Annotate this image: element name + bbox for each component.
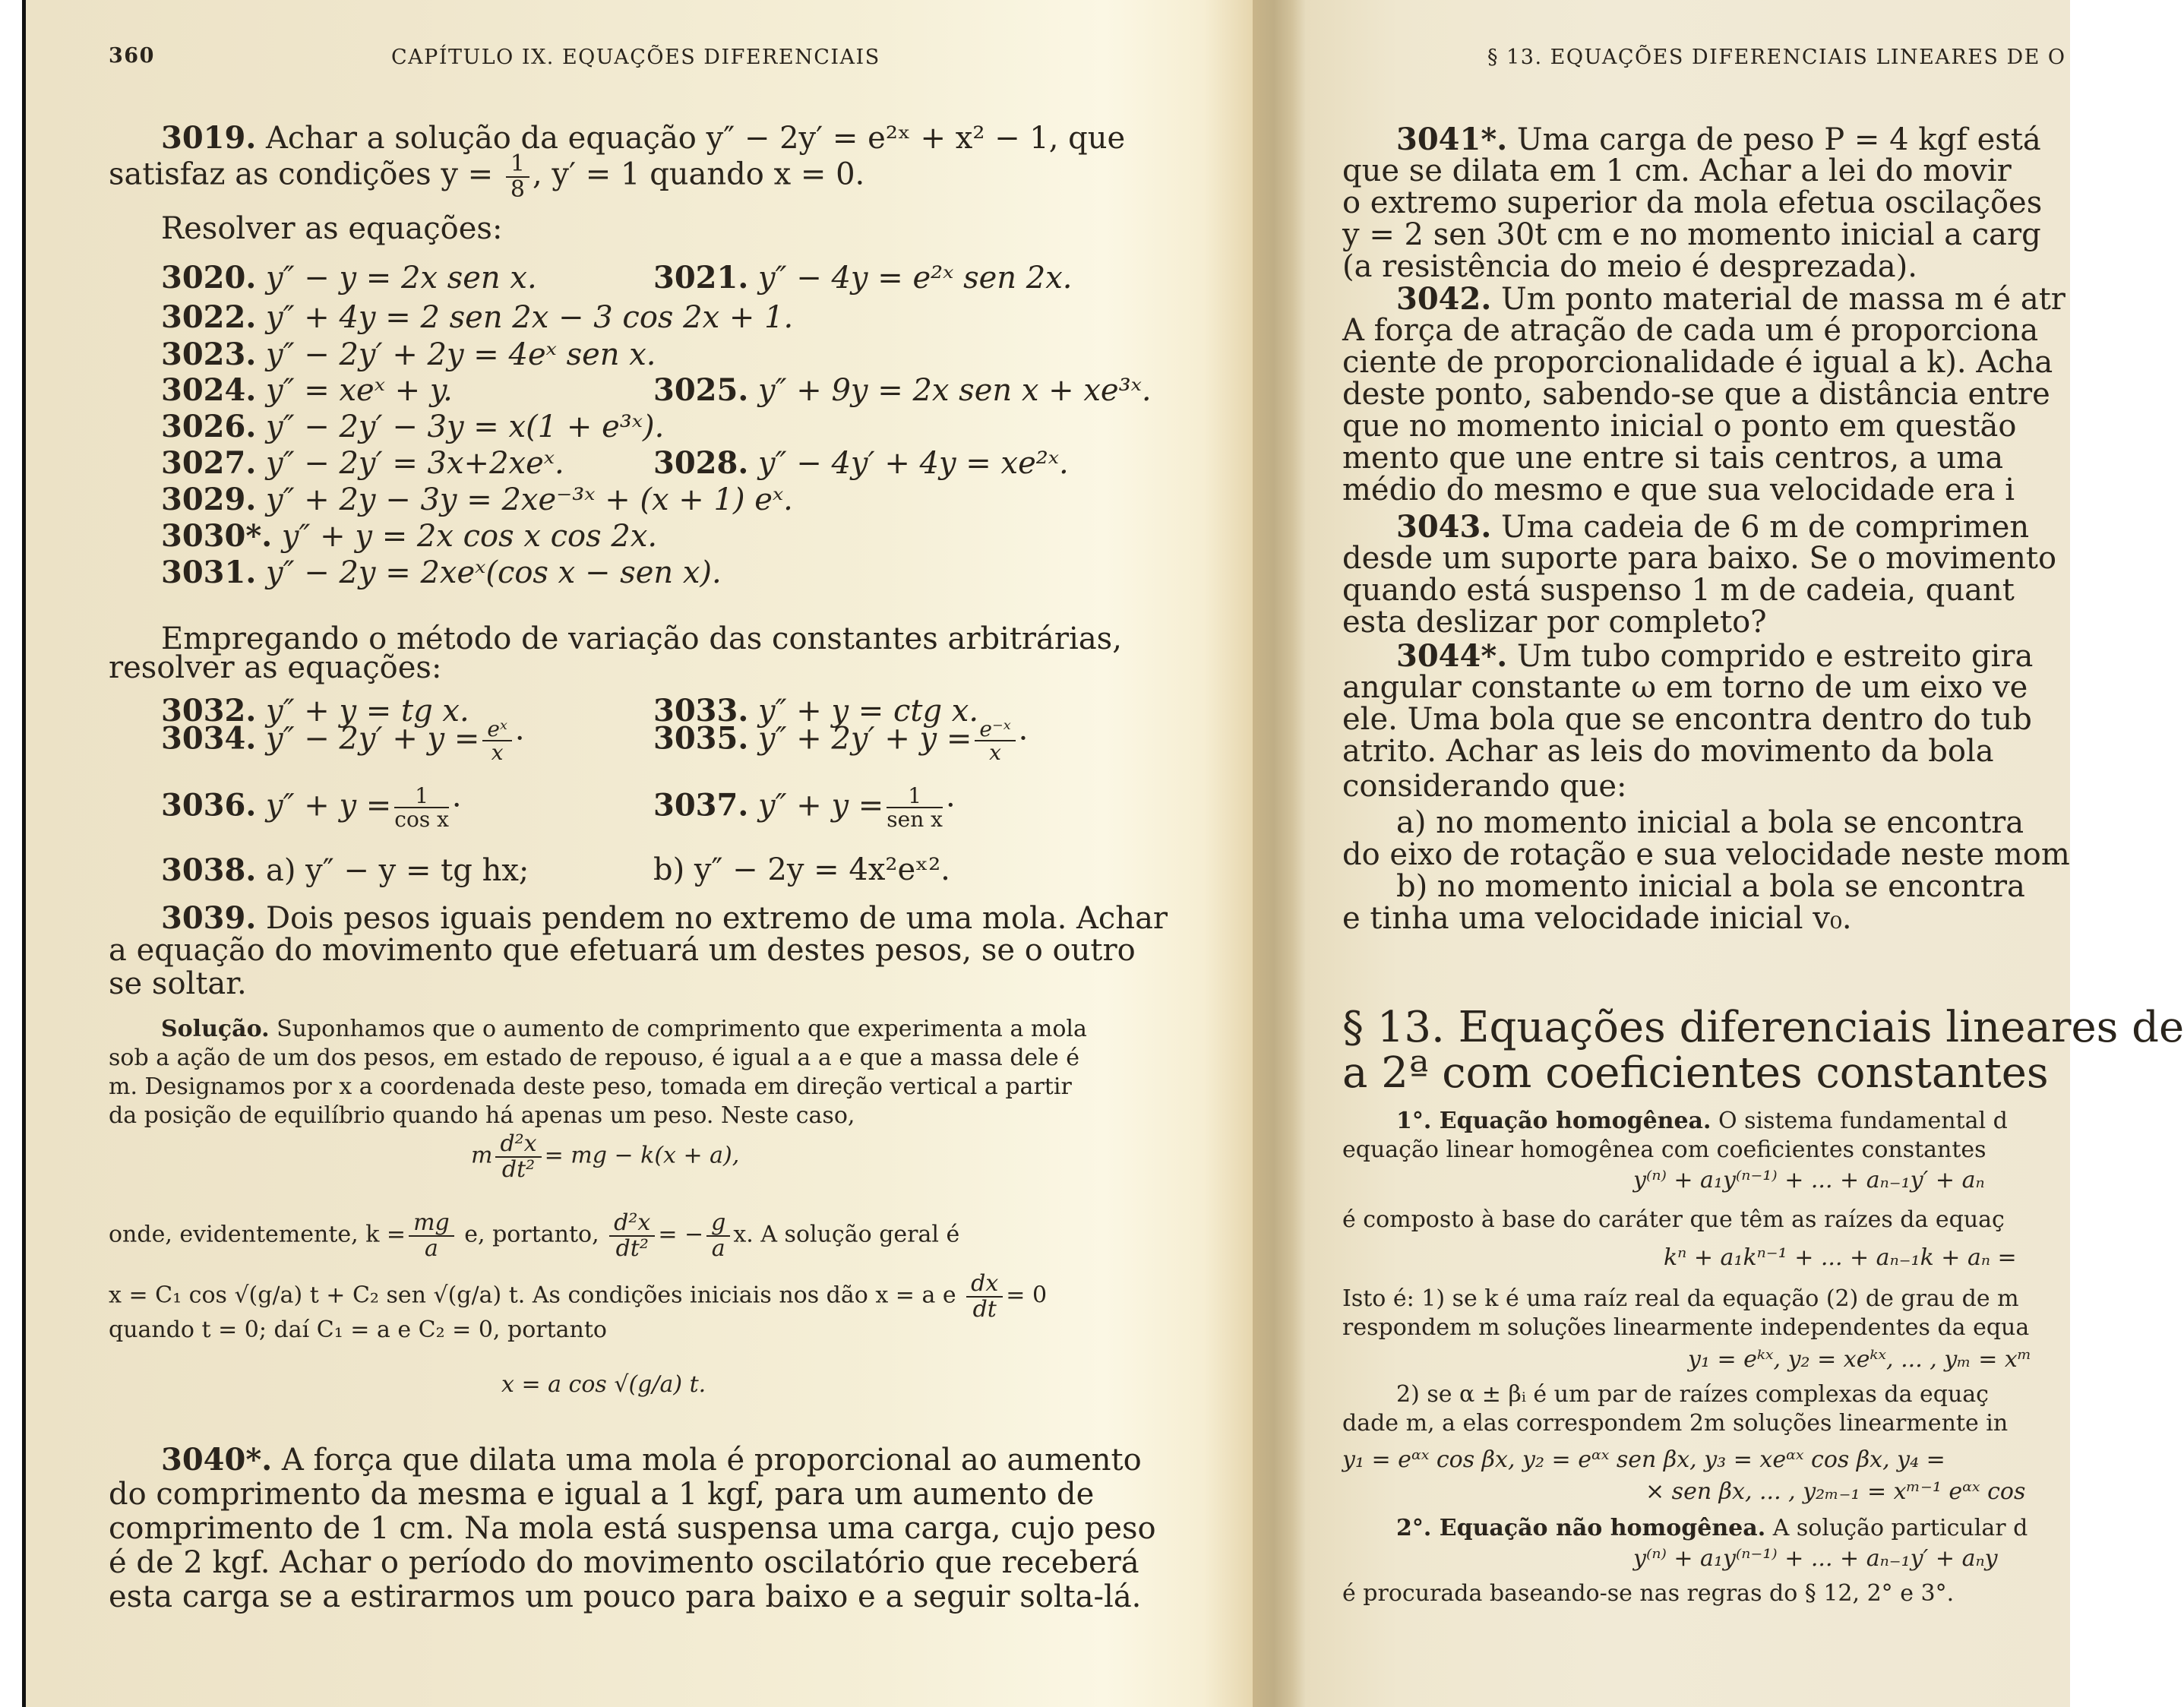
equation-3020 <box>161 260 537 296</box>
problem-number: 3036. <box>161 787 257 823</box>
fraction-denominator: dt² <box>501 1155 536 1183</box>
problem-3042-line1 <box>1396 281 2065 317</box>
problem-3044-line5: considerando que: <box>1342 769 1627 804</box>
punctuation: · <box>451 788 462 823</box>
variation-intro-line1: Empregando o método de variação das constantes arbitrárias, <box>161 621 1122 656</box>
equation-3027 <box>161 445 564 481</box>
equation-text: y″ + 2y − 3y = 2xe⁻³ˣ + (x + 1) eˣ. <box>265 482 793 517</box>
theory-line4: Isto é: 1) se k é uma raíz real da equação (2) de grau de m <box>1342 1285 2019 1312</box>
fraction-numerator: e⁻ˣ <box>975 718 1015 741</box>
equation-3023 <box>161 337 656 372</box>
theory-line3: é composto à base do caráter que têm as raízes da equaç <box>1342 1206 2005 1233</box>
problem-number: 3027. <box>161 445 257 481</box>
solution-line2: sob a ação de um dos pesos, em estado de repouso, é igual a a e que a massa dele é <box>109 1045 1079 1071</box>
problem-number: 3032. <box>161 693 257 729</box>
problem-text: Uma carga de peso P = 4 kgf está <box>1516 122 2041 157</box>
fraction-numerator: mg <box>409 1211 454 1237</box>
theory-line5: respondem m soluções linearmente independentes da equa <box>1342 1314 2030 1341</box>
fraction-numerator: g <box>706 1211 730 1237</box>
fraction-denominator: sen x <box>887 807 943 833</box>
problem-text: , y′ = 1 quando x = 0. <box>532 156 865 192</box>
problem-3044-line3: ele. Uma bola que se encontra dentro do tub <box>1342 702 2032 737</box>
fraction <box>975 718 1015 764</box>
problem-3019-line1 <box>161 120 1125 156</box>
problem-3039-line1 <box>161 900 1168 936</box>
problem-3042-line2: A força de atração de cada um é proporciona <box>1342 313 2039 348</box>
theory-equation-1: y⁽ⁿ⁾ + a₁y⁽ⁿ⁻¹⁾ + ... + aₙ₋₁y′ + aₙ <box>1633 1167 1985 1193</box>
solution-final-equation: x = a cos √(g/a) t. <box>501 1371 706 1398</box>
punctuation: · <box>514 721 525 757</box>
solution-text: e, portanto, <box>464 1221 599 1248</box>
problem-3042-line6: mento que une entre si tais centros, a uma <box>1342 441 2004 476</box>
equation-text: a) y″ − y = tg hx; <box>265 853 529 888</box>
equation-text: y″ + y = <box>757 788 884 823</box>
problem-3044-line7: do eixo de rotação e sua velocidade neste mom <box>1342 837 2070 872</box>
solution-line5 <box>109 1211 959 1260</box>
theory-heading-label: 2°. Equação não homogênea. <box>1396 1515 1766 1541</box>
problem-number: 3043. <box>1396 509 1492 545</box>
equation-3026 <box>161 409 664 444</box>
problem-number: 3038. <box>161 852 257 888</box>
equation-3022 <box>161 299 793 335</box>
fraction-numerator: eˣ <box>482 718 512 741</box>
theory-heading-label: 1°. Equação homogênea. <box>1396 1108 1711 1134</box>
problem-3044-line6: a) no momento inicial a bola se encontra <box>1396 805 2024 840</box>
problem-number: 3024. <box>161 372 257 408</box>
theory-line2: equação linear homogênea com coeficientes constantes <box>1342 1136 1986 1163</box>
problem-number: 3026. <box>161 409 257 444</box>
problem-3039-line3: se soltar. <box>109 966 247 1001</box>
fraction-numerator: 1 <box>506 152 529 178</box>
problem-number: 3022. <box>161 299 257 335</box>
variation-intro-line2: resolver as equações: <box>109 650 442 685</box>
equation-3035 <box>653 718 1028 764</box>
problem-number: 3033. <box>653 693 749 729</box>
scan-margin <box>0 0 22 1707</box>
punctuation: · <box>945 788 956 823</box>
equation-text: y″ − y = 2x sen x. <box>265 261 537 296</box>
problem-number: 3034. <box>161 720 257 757</box>
solution-equation-1 <box>471 1132 739 1181</box>
fraction <box>394 785 449 831</box>
equation-3031 <box>161 555 722 590</box>
fraction <box>887 785 943 831</box>
problem-number: 3031. <box>161 555 257 590</box>
problem-number: 3025. <box>653 372 749 408</box>
equation-text: y″ + y = tg x. <box>265 694 469 729</box>
equation-3028 <box>653 445 1069 481</box>
equation-3025 <box>653 372 1152 408</box>
page-number: 360 <box>109 44 155 68</box>
fraction-numerator: 1 <box>887 785 943 808</box>
problem-3044-line9: e tinha uma velocidade inicial v₀. <box>1342 901 1852 936</box>
fraction-denominator: dt <box>972 1295 997 1323</box>
theory-equation-6: y⁽ⁿ⁾ + a₁y⁽ⁿ⁻¹⁾ + ... + aₙ₋₁y′ + aₙy <box>1633 1545 1998 1572</box>
equation-text: y″ − 2y = 2xeˣ(cos x − sen x). <box>265 555 722 590</box>
problem-3040-line4: é de 2 kgf. Achar o período do movimento oscilatório que receberá <box>109 1545 1139 1580</box>
section-title-line1: § 13. Equações diferenciais lineares de <box>1342 1003 2184 1052</box>
solution-text: = 0 <box>1006 1282 1048 1309</box>
section-title-line2: a 2ª com coeficientes constantes <box>1342 1048 2049 1098</box>
equation-text: y″ + y = 2x cos x cos 2x. <box>281 519 658 554</box>
problem-number: 3019. <box>161 120 257 156</box>
problem-3019-line2 <box>109 152 864 201</box>
theory-line7: dade m, a elas correspondem 2m soluções linearmente in <box>1342 1410 2009 1437</box>
problem-number: 3037. <box>653 787 749 823</box>
theory-equation-4: y₁ = eᵅˣ cos βx, y₂ = eᵅˣ sen βx, y₃ = xeᵅˣ cos βx, y₄ = <box>1342 1446 1945 1473</box>
theory-line8: é procurada baseando-se nas regras do § 12, 2° e 3°. <box>1342 1580 1955 1607</box>
problem-3040-line1 <box>161 1442 1142 1478</box>
problem-number: 3041*. <box>1396 122 1508 157</box>
equation-text: y″ + 4y = 2 sen 2x − 3 cos 2x + 1. <box>265 300 794 335</box>
problem-text: Um tubo comprido e estreito gira <box>1516 639 2034 674</box>
fraction-numerator: 1 <box>394 785 449 808</box>
problem-3042-line4: deste ponto, sabendo-se que a distância entre <box>1342 377 2050 412</box>
problem-number: 3021. <box>653 260 749 296</box>
resolver-heading: Resolver as equações: <box>161 211 503 246</box>
problem-number: 3039. <box>161 900 257 936</box>
running-head-right: § 13. EQUAÇÕES DIFERENCIAIS LINEARES DE O <box>1487 46 2066 69</box>
problem-number: 3035. <box>653 720 749 757</box>
theory-equation-5: × sen βx, ... , y₂ₘ₋₁ = xᵐ⁻¹ eᵅˣ cos <box>1645 1478 2026 1505</box>
fraction <box>706 1211 730 1260</box>
problem-3041-line1 <box>1396 122 2041 157</box>
fraction <box>506 152 529 201</box>
equation-text: y″ − 2y′ = 3x+2xeˣ. <box>265 446 564 481</box>
solution-line4: da posição de equilíbrio quando há apenas um peso. Neste caso, <box>109 1102 855 1129</box>
solution-text: x = C₁ cos √(g/a) t + C₂ sen √(g/a) t. As condições iniciais nos dão x = a e <box>109 1282 956 1309</box>
equation-3024 <box>161 372 453 408</box>
fraction-denominator: x <box>491 740 504 766</box>
equation-3021 <box>653 260 1072 296</box>
solution-text: x. A solução geral é <box>733 1221 960 1248</box>
problem-3040-line2: do comprimento da mesma e igual a 1 kgf, para um aumento de <box>109 1477 1095 1512</box>
problem-3043-line3: quando está suspenso 1 m de cadeia, quant <box>1342 573 2015 608</box>
problem-3043-line4: esta deslizar por completo? <box>1342 605 1767 640</box>
fraction-numerator: dx <box>966 1272 1003 1298</box>
theory-line6: 2) se α ± βᵢ é um par de raízes complexas da equaç <box>1396 1381 1989 1408</box>
equation-text: y″ + y = <box>265 788 392 823</box>
fraction-denominator: dt² <box>615 1234 649 1262</box>
problem-text: Um ponto material de massa m é atr <box>1500 282 2065 317</box>
problem-3042-line7: médio do mesmo e que sua velocidade era i <box>1342 473 2015 507</box>
problem-text: Achar a solução da equação y″ − 2y′ = e²ˣ + x² − 1, que <box>265 121 1126 156</box>
equation-text: y″ − 4y = e²ˣ sen 2x. <box>757 261 1073 296</box>
equation-text: m <box>471 1142 493 1169</box>
equation-text: = mg − k(x + a), <box>544 1142 740 1169</box>
problem-3044-line2: angular constante ω em torno de um eixo ve <box>1342 670 2028 705</box>
problem-3043-line2: desde um suporte para baixo. Se o movimento <box>1342 541 2057 576</box>
equation-text: y″ + y = ctg x. <box>757 694 979 729</box>
equation-3029 <box>161 482 793 517</box>
problem-text: Dois pesos iguais pendem no extremo de uma mola. Achar <box>265 901 1168 936</box>
fraction-numerator: d²x <box>609 1211 655 1237</box>
solution-line1 <box>161 1016 1087 1042</box>
problem-3044-line1 <box>1396 638 2033 674</box>
theory-homogeneous-heading <box>1396 1108 2008 1134</box>
equation-text: y″ + 2y′ + y = <box>757 721 972 757</box>
problem-text: A força que dilata uma mola é proporcional ao aumento <box>281 1443 1142 1478</box>
fraction <box>482 718 512 764</box>
fraction <box>966 1272 1003 1321</box>
equation-3038b: b) y″ − 2y = 4x²eˣ². <box>653 852 950 887</box>
problem-number: 3030*. <box>161 518 273 554</box>
equation-3037 <box>653 785 956 831</box>
problem-text: Uma cadeia de 6 m de comprimen <box>1500 510 2030 545</box>
fraction-denominator: cos x <box>394 807 449 833</box>
problem-3040-line5: esta carga se a estirarmos um pouco para baixo e a seguir solta-lá. <box>109 1579 1142 1614</box>
problem-text: satisfaz as condições y = <box>109 156 494 192</box>
theory-text: A solução particular d <box>1772 1515 2028 1541</box>
problem-3041-line5: (a resistência do meio é desprezada). <box>1342 249 1917 284</box>
fraction-numerator: d²x <box>495 1132 541 1158</box>
problem-3042-line5: que no momento inicial o ponto em questão <box>1342 409 2017 444</box>
problem-number: 3042. <box>1396 281 1492 317</box>
problem-number: 3028. <box>653 445 749 481</box>
equation-text: y″ + 9y = 2x sen x + xe³ˣ. <box>757 373 1152 408</box>
problem-number: 3044*. <box>1396 638 1508 674</box>
theory-text: O sistema fundamental d <box>1718 1108 2008 1134</box>
solution-line3: m. Designamos por x a coordenada deste peso, tomada em direção vertical a partir <box>109 1073 1072 1100</box>
running-head-left: CAPÍTULO IX. EQUAÇÕES DIFERENCIAIS <box>391 46 880 69</box>
solution-line7: quando t = 0; daí C₁ = a e C₂ = 0, portanto <box>109 1317 607 1343</box>
problem-number: 3020. <box>161 260 257 296</box>
problem-3043-line1 <box>1396 509 2029 545</box>
fraction-denominator: a <box>424 1234 438 1262</box>
theory-nonhomogeneous-heading <box>1396 1515 2028 1541</box>
fraction <box>609 1211 655 1260</box>
problem-number: 3029. <box>161 482 257 517</box>
problem-3039-line2: a equação do movimento que efetuará um destes pesos, se o outro <box>109 933 1136 968</box>
theory-equation-2: kⁿ + a₁kⁿ⁻¹ + ... + aₙ₋₁k + aₙ = <box>1664 1244 2017 1271</box>
equation-text: y″ − 2y′ − 3y = x(1 + e³ˣ). <box>265 409 665 444</box>
solution-text: onde, evidentemente, k = <box>109 1221 406 1248</box>
fraction-denominator: a <box>711 1234 725 1262</box>
equation-text: y″ = xeˣ + y. <box>265 373 453 408</box>
solution-text: Suponhamos que o aumento de comprimento que experimenta a mola <box>277 1016 1087 1042</box>
fraction <box>495 1132 541 1181</box>
problem-3044-line4: atrito. Achar as leis do movimento da bola <box>1342 734 1994 769</box>
problem-number: 3023. <box>161 337 257 372</box>
fraction-denominator: x <box>989 740 1001 766</box>
fraction <box>409 1211 454 1260</box>
equation-text: y″ − 4y′ + 4y = xe²ˣ. <box>757 446 1069 481</box>
book-gutter <box>1253 0 1306 1707</box>
solution-line6 <box>109 1272 1047 1321</box>
equation-3030 <box>161 518 657 554</box>
problem-3041-line3: o extremo superior da mola efetua oscilações <box>1342 185 2043 220</box>
punctuation: · <box>1018 721 1029 757</box>
equation-text: y″ − 2y′ + y = <box>265 721 480 757</box>
problem-3041-line2: que se dilata em 1 cm. Achar a lei do movir <box>1342 153 2012 188</box>
fraction-denominator: 8 <box>510 175 525 203</box>
equation-3038a <box>161 852 529 888</box>
theory-equation-3: y₁ = eᵏˣ, y₂ = xeᵏˣ, ... , yₘ = xᵐ <box>1688 1346 2032 1373</box>
problem-3040-line3: comprimento de 1 cm. Na mola está suspensa uma carga, cujo peso <box>109 1511 1156 1546</box>
solution-text: = − <box>658 1221 704 1248</box>
problem-3044-line8: b) no momento inicial a bola se encontra <box>1396 869 2025 904</box>
problem-3041-line4: y = 2 sen 30t cm e no momento inicial a carg <box>1342 217 2041 252</box>
problem-3042-line3: ciente de proporcionalidade é igual a k). Acha <box>1342 345 2053 380</box>
equation-3036 <box>161 785 462 831</box>
equation-text: y″ − 2y′ + 2y = 4eˣ sen x. <box>265 337 656 372</box>
problem-number: 3040*. <box>161 1442 273 1478</box>
equation-3034 <box>161 718 525 764</box>
solution-label: Solução. <box>161 1016 270 1042</box>
